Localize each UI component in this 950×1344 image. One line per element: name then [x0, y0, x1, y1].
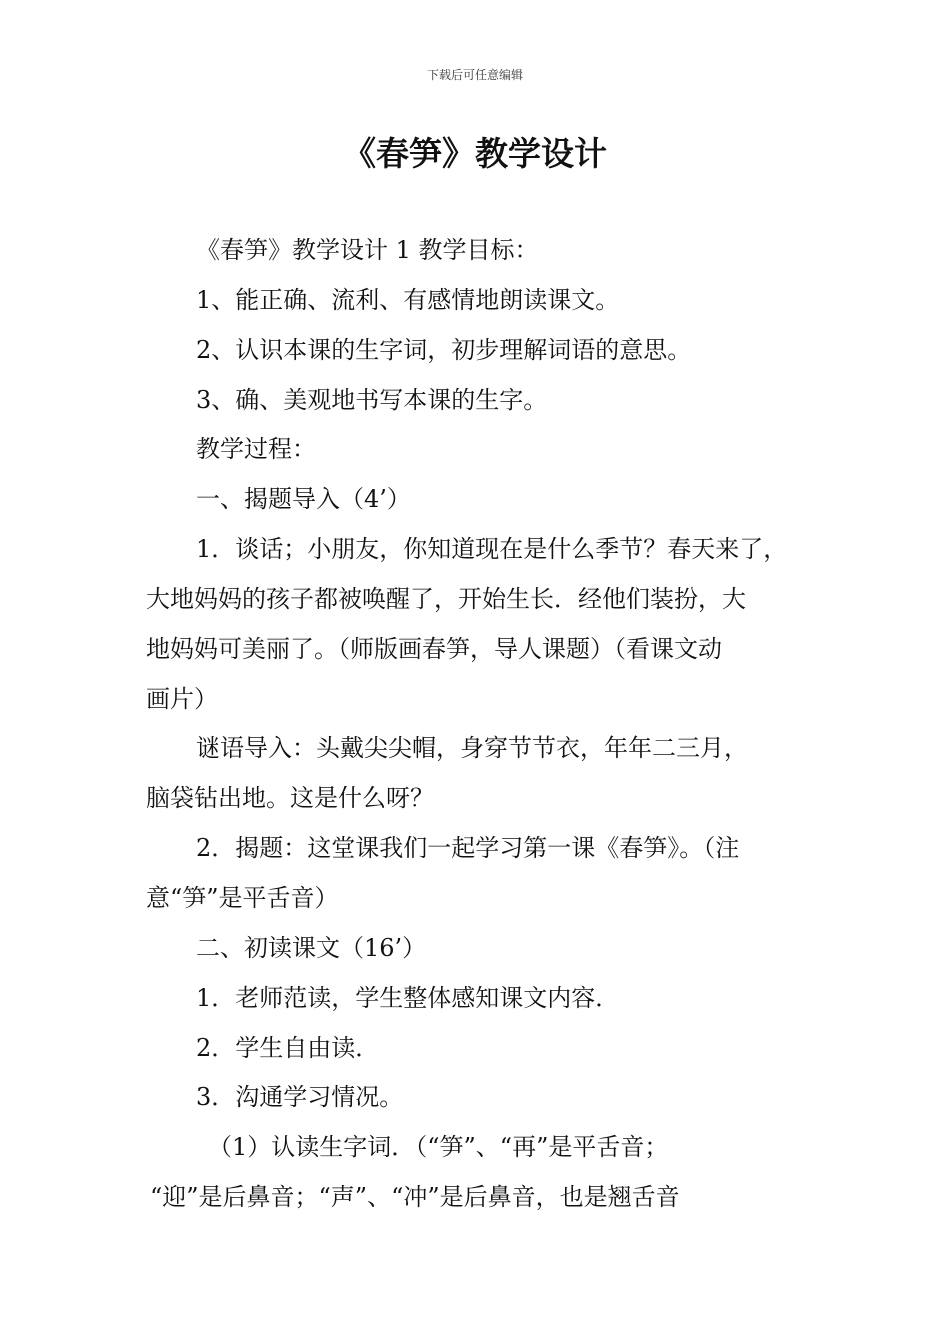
section-1-heading: 一、揭题导入（4’） [196, 485, 411, 513]
process-heading: 教学过程： [196, 435, 316, 463]
paragraph-line: 大地妈妈的孩子都被唤醒了，开始生长．经他们装扮，大 [146, 585, 746, 613]
paragraph-line: 地妈妈可美丽了。（师版画春笋，导人课题）（看课文动 [146, 635, 722, 663]
objective-intro: 《春笋》教学设计 1 教学目标： [196, 236, 539, 264]
paragraph-line: 谜语导入：头戴尖尖帽，身穿节节衣，年年二三月， [196, 734, 748, 762]
document-title: 《春笋》教学设计 [343, 134, 607, 173]
objective-1: 1、能正确、流利、有感情地朗读课文。 [196, 286, 620, 314]
objective-3: 3、确、美观地书写本课的生字。 [196, 386, 548, 414]
header-note: 下载后可任意编辑 [426, 68, 523, 82]
paragraph-line: 1．谈话；小朋友，你知道现在是什么季节？春天来了， [196, 535, 788, 563]
paragraph-line: “迎”是后鼻音；“声”、“冲”是后鼻音，也是翘舌音 [150, 1183, 680, 1211]
paragraph-line: 画片） [146, 685, 218, 713]
paragraph-line: 2．学生自由读． [196, 1034, 380, 1062]
paragraph-line: 意“笋”是平舌音） [146, 884, 339, 912]
section-2-heading: 二、初读课文（16’） [196, 934, 427, 962]
paragraph-line: 1．老师范读，学生整体感知课文内容． [196, 984, 620, 1012]
objective-2: 2、认识本课的生字词，初步理解词语的意思。 [196, 336, 692, 364]
paragraph-line: 脑袋钻出地。这是什么呀？ [146, 784, 434, 812]
paragraph-line: 3．沟通学习情况。 [196, 1083, 404, 1111]
paragraph-line: 2．揭题：这堂课我们一起学习第一课《春笋》。（注 [196, 834, 740, 862]
paragraph-line: （1）认读生字词．（“笋”、“再”是平舌音； [208, 1133, 669, 1161]
